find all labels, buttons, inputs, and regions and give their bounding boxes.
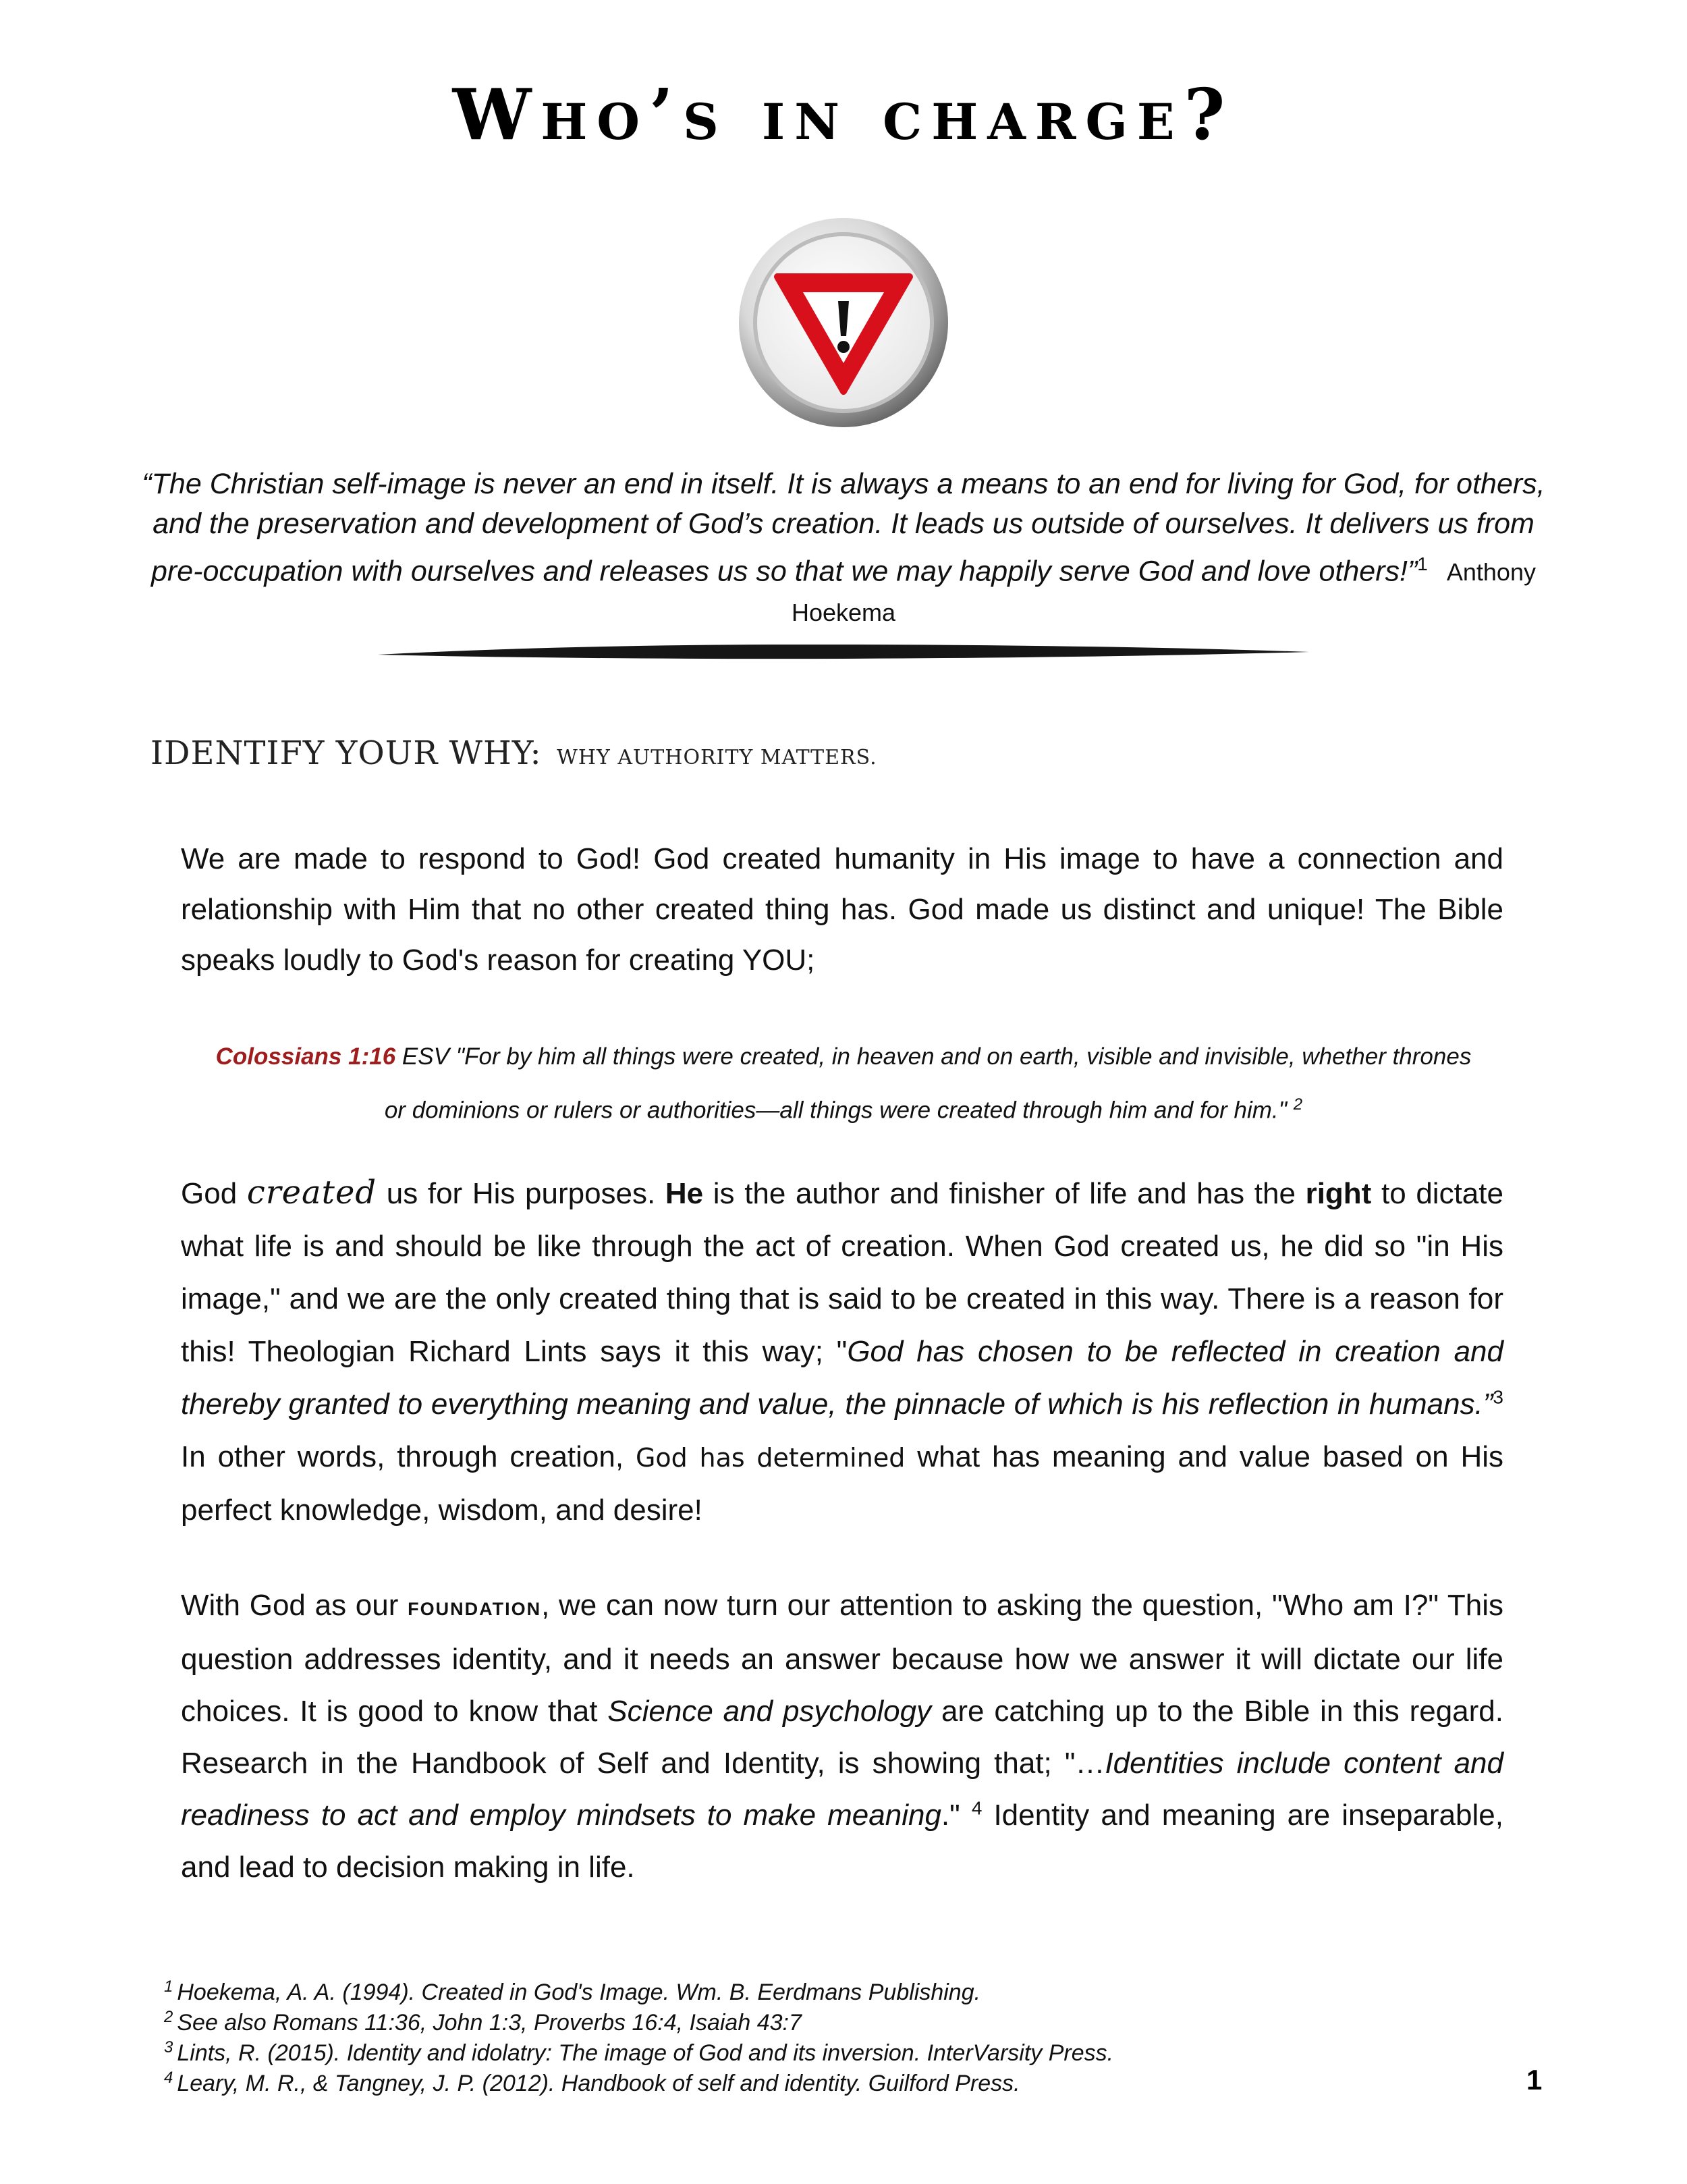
scripture-reference: Colossians 1:16 — [215, 1043, 396, 1070]
yield-warning-icon — [736, 215, 951, 431]
footnote-number: 3 — [164, 2038, 173, 2056]
handbook-quote: Identities include content and readiness to act and employ mindsets to make meaning — [181, 1747, 1503, 1832]
para3-text: With God as our — [181, 1589, 399, 1622]
creation-paragraph — [181, 1166, 1503, 1537]
para3-text: Identity and meaning are inseparable, and lead to decision making in life. — [181, 1799, 1503, 1884]
quote-footnote-ref: 1 — [1417, 553, 1428, 574]
footnote-item — [164, 1977, 1446, 2008]
para2-text: to dictate what life is and should be like through the act of creation. When God created us, he did so "in His image," and we are the only created thing that is said to be created in this way. There is a reason for this! Theologian Richard Lints says it this way; " — [181, 1177, 1503, 1368]
identity-paragraph — [181, 1579, 1503, 1893]
footnote-item — [164, 2008, 1446, 2038]
footnote-number: 1 — [164, 1977, 173, 1996]
para2-text: us for His purposes. — [386, 1177, 656, 1210]
quote-text: “The Christian self-image is never an end in itself. It is always a means to an end for living for God, for others, and the preservation and development of God’s creation. It leads us outside of ourselves. It delivers us from pre-occupation with ourselves and releases us so that we may happily serve God and love others!” — [142, 468, 1545, 588]
bold-he: He — [665, 1177, 704, 1210]
bold-right: right — [1305, 1177, 1372, 1210]
hoekema-quote — [135, 464, 1552, 632]
footnote-text: Hoekema, A. A. (1994). Created in God's Image. Wm. B. Eerdmans Publishing. — [177, 1980, 981, 2005]
para3-text: ." — [941, 1799, 960, 1832]
footnote-ref-4: 4 — [971, 1797, 983, 1819]
para2-text: God — [181, 1177, 238, 1210]
footnote-item — [164, 2069, 1446, 2099]
scripture-quote — [202, 1033, 1485, 1135]
footnote-number: 4 — [164, 2068, 173, 2087]
section-heading — [150, 734, 877, 772]
lints-quote: God has chosen to be reflected in creation and thereby granted to everything meaning and value, the pinnacle of which is his reflection in humans.” — [181, 1335, 1503, 1421]
para2-text: is the author and finisher of life and has the — [713, 1177, 1296, 1210]
quote-author: Anthony Hoekema — [791, 558, 1536, 627]
page-number: 1 — [1526, 2064, 1543, 2096]
scripture-version: ESV — [402, 1043, 449, 1070]
para3-text: , we can now turn our attention to asking the question, "Who am I?" This question addresses identity, and it needs an answer because how we answer it will dictate our life choices. It is good to know that — [181, 1589, 1503, 1728]
intro-paragraph: We are made to respond to God! God created humanity in His image to have a connection and relationship with Him that no other created thing has. God made us distinct and unique! The Bible speaks loudly to God's reason for creating YOU; — [181, 842, 1503, 977]
para2-text: In other words, through creation, — [181, 1440, 624, 1473]
brush-stroke-divider — [378, 641, 1309, 661]
footnote-text: See also Romans 11:36, John 1:3, Proverbs 16:4, Isaiah 43:7 — [177, 2010, 802, 2036]
foundation-word: foundation — [408, 1593, 542, 1621]
section-subheading: WHY AUTHORITY MATTERS. — [557, 746, 877, 769]
scripture-footnote-ref: 2 — [1293, 1095, 1303, 1114]
footnotes — [164, 1977, 1446, 2099]
marker-god-has-determined: God has determined — [635, 1443, 906, 1473]
footnote-item — [164, 2038, 1446, 2069]
scripture-text: "For by him all things were created, in heaven and on earth, visible and invisible, whether thrones or dominions or rulers or authorities—all things were created through him and for him." — [384, 1043, 1472, 1124]
footnote-ref-3: 3 — [1493, 1386, 1503, 1408]
italic-science: Science and psychology — [607, 1695, 932, 1728]
section-heading-main: IDENTIFY YOUR WHY: — [150, 734, 542, 772]
footnote-number: 2 — [164, 2007, 173, 2026]
footnote-text: Lints, R. (2015). Identity and idolatry: The image of God and its inversion. InterVarsity Press. — [177, 2040, 1114, 2066]
para3-text: are catching up to the Bible in this regard. Research in the Handbook of Self and Identity, is showing that; "… — [181, 1695, 1503, 1780]
handwritten-created: created — [246, 1174, 377, 1211]
page-title: Who’s in charge? — [452, 73, 1235, 156]
para2-text: what has meaning and value based on His perfect knowledge, wisdom, and desire! — [181, 1440, 1504, 1527]
footnote-text: Leary, M. R., & Tangney, J. P. (2012). Handbook of self and identity. Guilford Press. — [177, 2071, 1020, 2096]
